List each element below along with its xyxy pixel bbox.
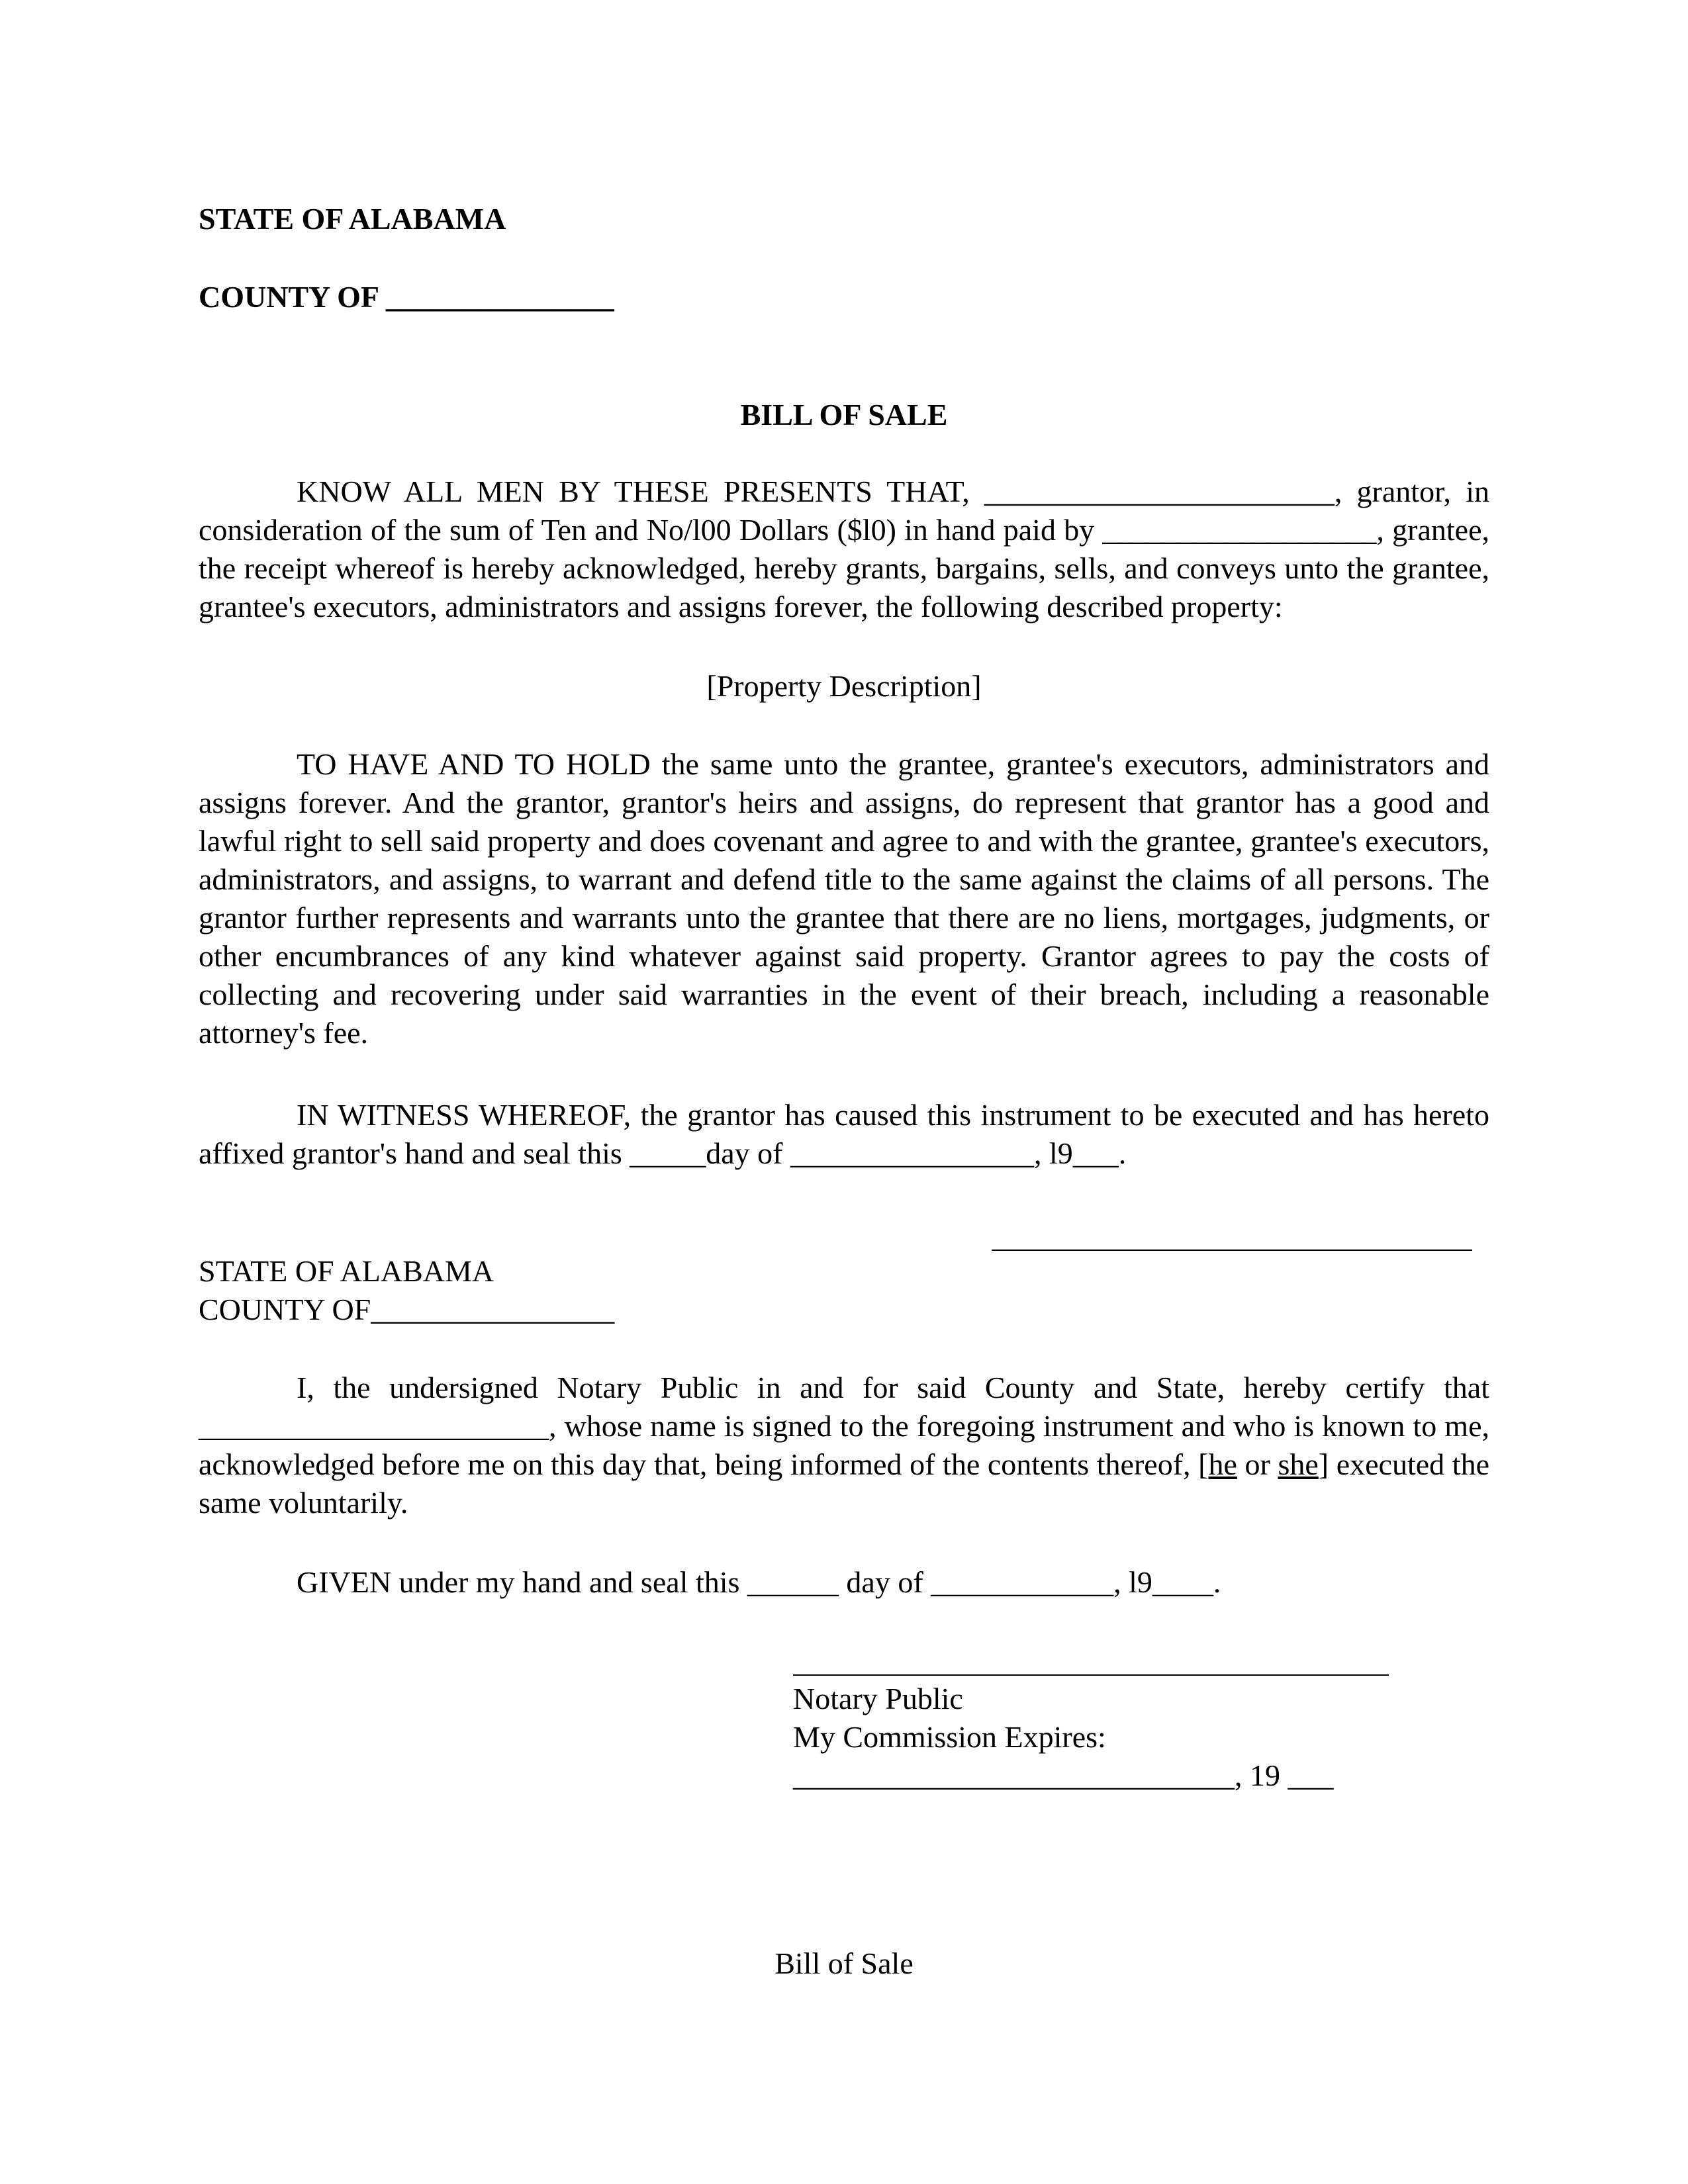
acknowledgment-paragraph [199,1369,1489,1522]
notary-title: Notary Public [793,1682,963,1715]
ack-text-start: I, the undersigned Notary Public in and for said County and State, hereby certify that _______________________, whose name is signed to the foregoing instrument and who is known to me, acknowledged before me on this day that, being informed of the contents thereof, [ [199,1371,1489,1481]
notary-signature-line [793,1674,1389,1676]
state-heading: STATE OF ALABAMA [199,202,506,236]
habendum-paragraph: TO HAVE AND TO HOLD the same unto the grantee, grantee's executors, administrators and assigns forever. And the grantor, grantor's heirs and assigns, do represent that grantor has a good and lawful right to sell said property and does covenant and agree to and with the grantee, grantee's executors, administrators, and assigns, to warrant and defend title to the same against the claims of all persons. The grantor further represents and warrants unto the grantee that there are no liens, mortgages, judgments, or other encumbrances of any kind whatever against said property. Grantor agrees to pay the costs of collecting and recovering under said warranties in the event of their breach, including a reasonable attorney's fee. [199,747,1489,1050]
he-option: he [1208,1447,1237,1481]
commission-expires-line: _____________________________, 19 ___ [793,1758,1334,1792]
document-title: BILL OF SALE [740,398,948,432]
ack-state: STATE OF ALABAMA [199,1254,494,1288]
county-heading: COUNTY OF _______________ [199,280,614,314]
conveyance-paragraph: KNOW ALL MEN BY THESE PRESENTS THAT, _______________________, grantor, in consideration of the sum of Ten and No/l00 Dollars ($l0) in hand paid by __________________, grantee, the receipt whereof is hereby acknowledged, hereby grants, bargains, sells, and conveys unto the grantee, grantee's executors, administrators and assigns forever, the following described property: [199,475,1489,623]
ack-text-end: ] executed the same voluntarily. [199,1447,1489,1520]
witness-paragraph: IN WITNESS WHEREOF, the grantor has caused this instrument to be executed and has hereto affixed grantor's hand and seal this _____day of ________________, l9___. [199,1098,1489,1170]
property-description: [Property Description] [706,669,982,703]
or-text: or [1237,1447,1278,1481]
page-footer: Bill of Sale [774,1946,914,1980]
ack-county: COUNTY OF________________ [199,1293,615,1326]
she-option: she [1278,1447,1319,1481]
grantor-signature-line [992,1250,1472,1251]
commission-label: My Commission Expires: [793,1720,1106,1754]
given-line: GIVEN under my hand and seal this ______ day of ____________, l9____. [297,1565,1221,1599]
